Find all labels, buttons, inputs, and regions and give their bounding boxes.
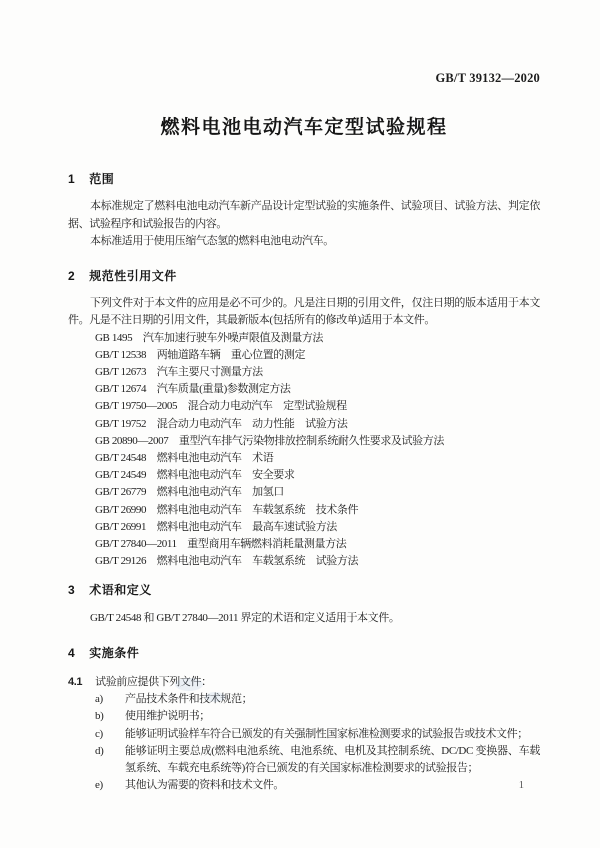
section-3-number: 3 [68,583,76,598]
reference-entry: GB 1495 汽车加速行驶车外噪声限值及测量方法 [95,331,324,344]
clause-4-1-text: 试验前应提供下列文件： [95,676,212,689]
list-item-a [68,691,540,708]
reference-entry: GB/T 19752 混合动力电动汽车 动力性能 试验方法 [95,417,348,430]
reference-entry: GB/T 12674 汽车质量(重量)参数测定方法 [95,383,291,396]
list-item-a-label: a) [95,693,103,706]
reference-entry: GB/T 24549 燃料电池电动汽车 安全要求 [95,469,295,482]
section-2-heading [68,268,540,285]
list-item-d-text: 能够证明主要总成(燃料电池系统、电池系统、电机及其控制系统、DC/DC 变换器、车载氢系统、车载充电系统等)符合已颁发的有关国家标准检测要求的试验报告； [125,744,540,775]
list-item-c-text: 能够证明试验样车符合已颁发的有关强制性国家标准检测要求的试验报告或技术文件； [125,727,528,740]
reference-entry: GB/T 27840—2011 重型商用车辆燃料消耗量测量方法 [95,538,347,551]
section-3-title: 术语和定义 [89,583,152,598]
list-item-b-text: 使用维护说明书； [125,710,210,723]
section-1-heading [68,171,540,188]
reference-entry: GB/T 29126 燃料电池电动汽车 车载氢系统 试验方法 [95,555,359,568]
section-3-heading [68,582,540,599]
section-1-title: 范围 [89,172,115,187]
section-2-title: 规范性引用文件 [89,269,177,284]
list-item-d [68,743,540,777]
reference-entry: GB/T 24548 燃料电池电动汽车 术语 [95,452,274,465]
section-2-paragraph: 下列文件对于本文件的应用是必不可少的。凡是注日期的引用文件，仅注日期的版本适用于本文件。凡是不注日期的引用文件，其最新版本(包括所有的修改单)适用于本文件。 [68,297,540,327]
reference-entry: GB/T 19750—2005 混合动力电动汽车 定型试验规程 [95,400,347,413]
section-4-number: 4 [68,645,76,660]
section-1-paragraph: 本标准适用于使用压缩气态氢的燃料电池电动汽车。 [90,234,334,247]
list-item-e-text: 其他认为需要的资料和技术文件。 [125,779,284,792]
reference-entry: GB/T 26991 燃料电池电动汽车 最高车速试验方法 [95,520,337,533]
standard-code-header: GB/T 39132—2020 [435,71,540,85]
reference-entry: GB/T 26990 燃料电池电动汽车 车载氢系统 技术条件 [95,503,359,516]
clause-4-1-number: 4.1 [68,676,83,689]
reference-entry: GB/T 12538 两轴道路车辆 重心位置的测定 [95,348,306,361]
section-4-heading [68,645,540,662]
section-4-title: 实施条件 [89,645,140,660]
section-1-paragraph: 本标准规定了燃料电池电动汽车新产品设计定型试验的实施条件、试验项目、试验方法、判定依据、试验程序和试验报告的内容。 [68,200,540,230]
reference-entry: GB/T 12673 汽车主要尺寸测量方法 [95,366,263,379]
list-item-d-label: d) [95,744,104,757]
list-item-c-label: c) [95,727,103,740]
list-item-e [68,777,540,794]
list-item-b [68,708,540,725]
clause-4-1 [68,674,540,691]
list-item-b-label: b) [95,710,104,723]
list-item-a-text: 产品技术条件和技术规范； [125,693,253,706]
list-item-e-label: e) [95,779,103,792]
list-item-c [68,726,540,743]
page-number: 1 [518,780,524,791]
reference-entry: GB 20890—2007 重型汽车排气污染物排放控制系统耐久性要求及试验方法 [95,434,444,447]
document-title: 燃料电池电动汽车定型试验规程 [160,117,448,139]
section-1-number: 1 [68,172,76,187]
reference-entry: GB/T 26779 燃料电池电动汽车 加氢口 [95,486,284,499]
section-2-number: 2 [68,269,76,284]
section-3-paragraph: GB/T 24548 和 GB/T 27840—2011 界定的术语和定义适用于本文件。 [90,611,400,624]
